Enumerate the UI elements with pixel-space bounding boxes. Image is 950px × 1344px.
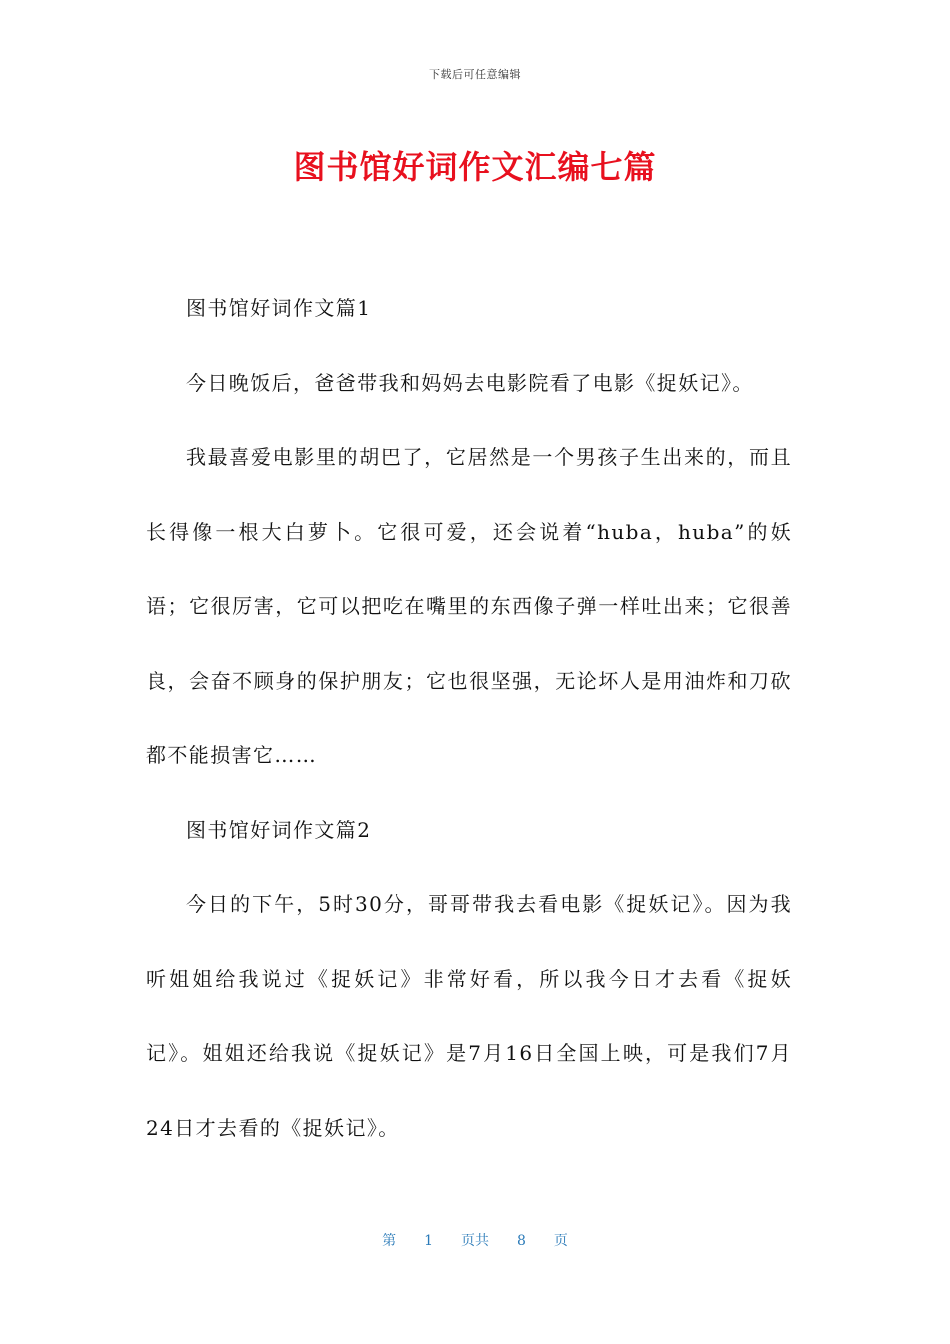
footer-page-number: 1 xyxy=(424,1233,433,1249)
footer-total-pages: 8 xyxy=(517,1233,526,1249)
document-title: 图书馆好词作文汇编七篇 xyxy=(293,148,657,186)
section-heading-1: 图书馆好词作文篇1 xyxy=(186,296,372,320)
header-note: 下载后可任意编辑 xyxy=(429,68,521,81)
footer-page-label: 第 xyxy=(382,1233,397,1249)
section-heading-2: 图书馆好词作文篇2 xyxy=(186,817,372,842)
page-footer xyxy=(0,1230,950,1250)
paragraph: 我最喜爱电影里的胡巴了，它居然是一个男孩子生出来的，而且长得像一根大白萝卜。它很可爱，还会说着“huba，huba”的妖语；它很厉害，它可以把吃在嘴里的东西像子弹一样吐出来；它很善良，会奋不顾身的保护朋友；它也很坚强，无论坏人是用油炸和刀砍都不能损害它…… xyxy=(146,445,792,767)
paragraph: 今日晚饭后，爸爸带我和妈妈去电影院看了电影《捉妖记》。 xyxy=(186,370,754,395)
document-body xyxy=(146,271,792,1165)
footer-page-end: 页 xyxy=(553,1233,568,1249)
paragraph: 今日的下午，5时30分，哥哥带我去看电影《捉妖记》。因为我听姐姐给我说过《捉妖记》非常好看，所以我今日才去看《捉妖记》。姐姐还给我说《捉妖记》是7月16日全国上映，可是我们7月24日才去看的《捉妖记》。 xyxy=(146,892,792,1140)
footer-page-mid: 页共 xyxy=(461,1233,489,1249)
